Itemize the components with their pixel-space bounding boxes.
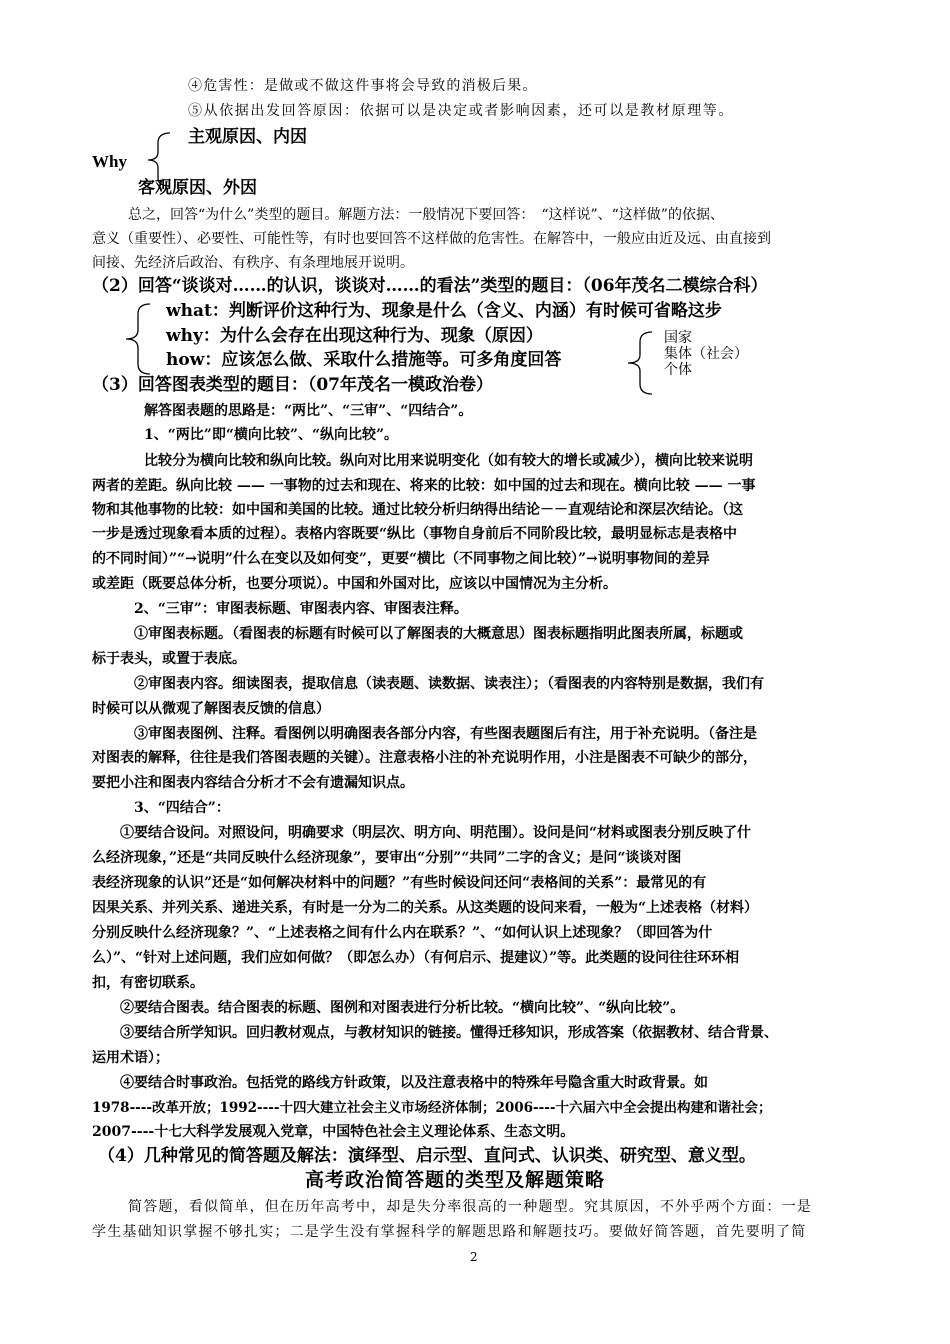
text-line: 两者的差距。纵向比较 —— 一事物的过去和现在、将来的比较：如中国的过去和现在。横向比较 —— 一事 (92, 478, 756, 494)
text-line: 学生基础知识掌握不够扎实；二是学生没有掌握科学的解题思路和解题技巧。要做好简答题，首先要明了简 (92, 1224, 807, 1240)
levels-brace-icon (618, 328, 658, 398)
text-line: 简答题，看似简单，但在历年高考中，却是失分率很高的一种题型。究其原因，不外乎两个方面：一是 (128, 1199, 812, 1215)
text-line: 客观原因、外因 (138, 178, 257, 198)
text-line: 因果关系、并列关系、递进关系，有时是一分为二的关系。从这类题的设问来看，一般为“上述表格（材料） (92, 900, 759, 916)
section-heading: （3）回答图表类型的题目：（07年茂名一模政治卷） (92, 375, 493, 395)
text-line: ③审图表图例、注释。看图例以明确图表各部分内容，有些图表题图后有注，用于补充说明。（备注是 (134, 726, 757, 742)
level-item: 集体（社会） (664, 346, 748, 362)
text-line: 对图表的解释，往往是我们答图表题的关键）。注意表格小注的补充说明作用，小注是图表不可缺少的部分， (92, 750, 757, 766)
text-line: 分别反映什么经济现象？”、“上述表格之间有什么内在联系？”、“如何认识上述现象？（即回答为什 (92, 925, 713, 941)
text-line: ①要结合设问。对照设问，明确要求（明层次、明方向、明范围）。设问是问“材料或图表分别反映了什 (120, 825, 752, 841)
what-why-how-brace-icon (118, 300, 158, 378)
text-line: 1978----改革开放；1992----十四大建立社会主义市场经济体制；2006----十六届六中全会提出构建和谐社会； (92, 1100, 772, 1116)
text-line: ③要结合所学知识。回归教材观点，与教材知识的链接。懂得迁移知识，形成答案（依据教材、结合背景、 (120, 1025, 778, 1041)
text-line: 2、“三审”：审图表标题、审图表内容、审图表注释。 (134, 601, 468, 617)
text-line: why：为什么会存在出现这种行为、现象（原因） (166, 326, 543, 346)
text-line: 物和其他事物的比较：如中国和美国的比较。通过比较分析归纳得出结论－－直观结论和深层次结论。（这 (92, 502, 743, 518)
text-line: 运用术语）； (92, 1050, 169, 1066)
text-line: 解答图表题的思路是：“两比”、“三审”、“四结合”。 (144, 403, 473, 419)
text-line: ④危害性：是做或不做这件事将会导致的消极后果。 (188, 78, 538, 94)
text-line: 主观原因、内因 (188, 127, 307, 147)
text-line: 的不同时间）”“→说明”什么在变以及如何变”，更要“横比（不同事物之间比较）”→说明事物间的差异 (92, 551, 710, 567)
text-line: 标于表头，或置于表底。 (92, 651, 246, 667)
text-line: ④要结合时事政治。包括党的路线方针政策，以及注意表格中的特殊年号隐含重大时政背景。如 (120, 1075, 708, 1091)
text-line: 要把小注和图表内容结合分析才不会有遗漏知识点。 (92, 775, 414, 791)
text-line: 总之，回答“为什么”类型的题目。解题方法：一般情况下要回答： “这样说”、“这样做”的依据、 (128, 207, 724, 223)
section-heading: （4）几种常见的简答题及解法：演绎型、启示型、直问式、认识类、研究型、意义型。 (98, 1146, 756, 1166)
level-item: 国家 (664, 330, 692, 346)
text-line: 或差距（既要总体分析，也要分项说）。中国和外国对比，应该以中国情况为主分析。 (92, 576, 617, 592)
text-line: 2007----十七大科学发展观入党章，中国特色社会主义理论体系、生态文明。 (92, 1124, 575, 1140)
text-line: 3、“四结合”： (134, 800, 230, 816)
text-line: 扣，有密切联系。 (92, 975, 204, 991)
text-line: 间接、先经济后政治、有秩序、有条理地展开说明。 (92, 255, 414, 271)
text-line: 时候可以从微观了解图表反馈的信息） (92, 701, 330, 717)
page-number: 2 (470, 1250, 478, 1264)
text-line: what：判断评价这种行为、现象是什么（含义、内涵）有时候可省略这步 (166, 301, 722, 321)
level-item: 个体 (664, 362, 692, 378)
text-line: 一步是透过现象看本质的过程）。表格内容既要“纵比（事物自身前后不同阶段比较，最明显标志是表格中 (92, 526, 738, 542)
text-line: ②审图表内容。细读图表，提取信息（读表题、读数据、读表注）；（看图表的内容特别是数据，我们有 (134, 676, 764, 692)
why-label: Why (92, 152, 127, 171)
article-title: 高考政治简答题的类型及解题策略 (305, 1169, 606, 1191)
section-heading: （2）回答“谈谈对……的认识，谈谈对……的看法”类型的题目：（06年茂名二模综合科） (92, 276, 768, 296)
text-line: 比较分为横向比较和纵向比较。纵向对比用来说明变化（如有较大的增长或减少），横向比较来说明 (144, 453, 753, 469)
text-line: ⑤从依据出发回答原因：依据可以是决定或者影响因素，还可以是教材原理等。 (188, 103, 734, 119)
text-line: 么经济现象，”还是“共同反映什么经济现象”，要审出“分别”“共同”二字的含义；是问“谈谈对图 (92, 850, 682, 866)
text-line: 意义（重要性）、必要性、可能性等，有时也要回答不这样做的危害性。在解答中，一般应由近及远、由直接到 (92, 231, 771, 247)
text-line: ①审图表标题。（看图表的标题有时候可以了解图表的大概意思）图表标题指明此图表所属，标题或 (134, 626, 743, 642)
text-line: how：应该怎么做、采取什么措施等。可多角度回答 (166, 350, 562, 370)
text-line: 么）”、“针对上述问题，我们应如何做？（即怎么办）（有何启示、提建议）”等。此类题的设问往往环环相 (92, 950, 740, 966)
text-line: 表经济现象的认识”还是“如何解决材料中的问题？”有些时候设问还问“表格间的关系”：最常见的有 (92, 875, 707, 891)
text-line: ②要结合图表。结合图表的标题、图例和对图表进行分析比较。“横向比较”、“纵向比较”。 (120, 1000, 685, 1016)
text-line: 1、“两比”即“横向比较”、“纵向比较”。 (144, 427, 399, 443)
